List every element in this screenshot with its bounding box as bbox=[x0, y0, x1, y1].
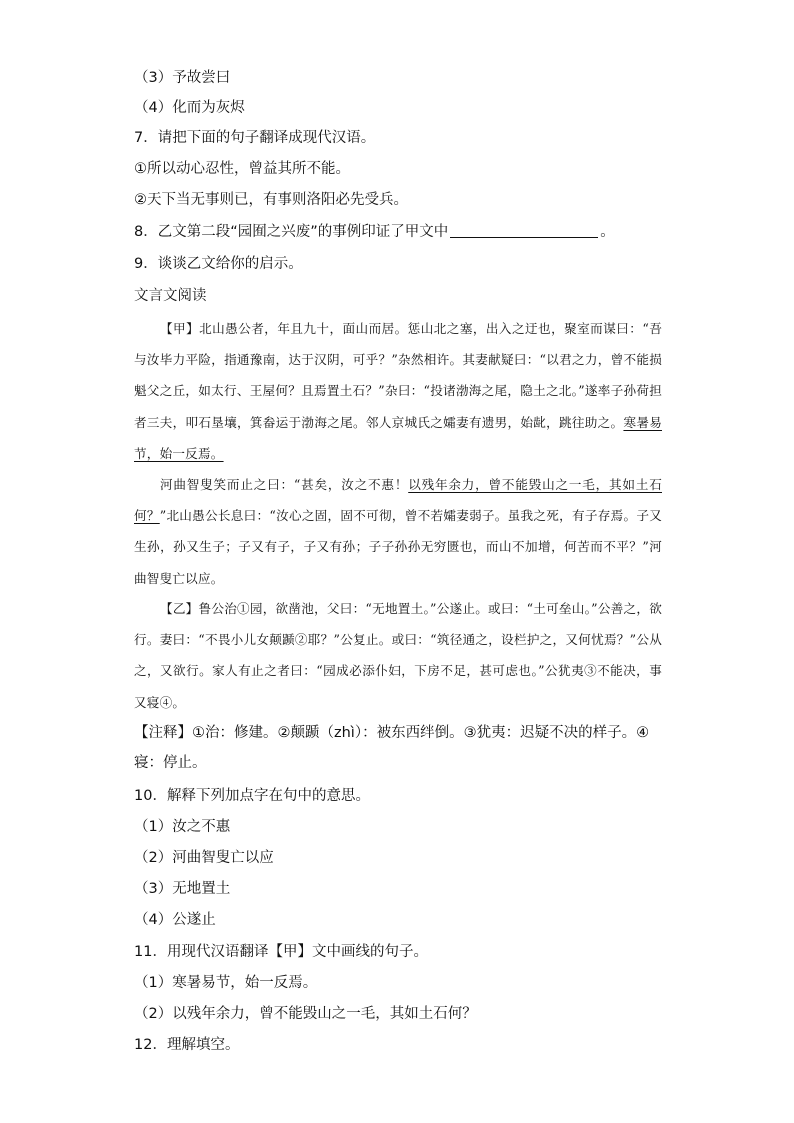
question-11-item-1: （1）寒暑易节，始一反焉。 bbox=[134, 975, 318, 991]
section-title: 文言文阅读 bbox=[134, 288, 207, 304]
question-7: 7．请把下面的句子翻译成现代汉语。 bbox=[134, 130, 376, 146]
question-10-item-3: （3）无地置土 bbox=[134, 881, 231, 897]
question-10-item-4: （4）公遂止 bbox=[134, 912, 216, 928]
passage-jia-text: 【甲】北山愚公者，年且九十，面山而居。惩山北之塞，出入之迂也，聚室而谋曰：“吾与汝毕力平险，指通豫南，达于汉阴，可乎？”杂然相许。其妻献疑曰：“以君之力，曾不能损魁父之丘，如太行、王屋何？且焉置土石？”杂曰：“投诸渤海之尾，隐土之北。”遂率子孙荷担者三夫，叩石垦壤，箕畚运于渤海之尾。邻人京城氏之孀妻有遗男，始龀，跳往助之。 bbox=[134, 321, 662, 430]
answer-blank[interactable] bbox=[450, 223, 598, 238]
passage-jia-paragraph-1 bbox=[134, 313, 662, 469]
question-8 bbox=[134, 222, 615, 242]
question-8-text: 8．乙文第二段“园囿之兴废”的事例印证了甲文中 bbox=[134, 224, 449, 240]
question-7-sentence-2: ②天下当无事则已，有事则洛阳必先受兵。 bbox=[134, 192, 408, 208]
underlined-sentence-1: 寒暑易节，始一反焉。 bbox=[134, 414, 662, 461]
underlined-sentence-2: 以残年余力，曾不能毁山之一毛，其如土石何？ bbox=[134, 477, 662, 524]
annotation-note: 【注释】①治：修建。②颠踬（zhì）：被东西绊倒。③犹夷：迟疑不决的样子。④寝：停止。 bbox=[134, 725, 650, 771]
question-6-item-3: （3）予故尝曰 bbox=[134, 70, 231, 86]
question-10: 10．解释下列加点字在句中的意思。 bbox=[134, 788, 370, 804]
passage-jia-text: ”北山愚公长息曰：“汝心之固，固不可彻，曾不若孀妻弱子。虽我之死，有子存焉。子又生孙，孙又生子；子又有子，子又有孙；子子孙孙无穷匮也，而山不加增，何苦而不平？”河曲智叟亡以应。 bbox=[134, 508, 662, 586]
question-10-item-2: （2）河曲智叟亡以应 bbox=[134, 850, 274, 866]
question-11-item-2: （2）以残年余力，曾不能毁山之一毛，其如土石何？ bbox=[134, 1006, 477, 1022]
passage-jia-text: 河曲智叟笑而止之曰：“甚矣，汝之不惠！ bbox=[160, 477, 409, 492]
question-8-end: 。 bbox=[600, 224, 615, 240]
question-6-item-4: （4）化而为灰烬 bbox=[134, 100, 245, 116]
question-9: 9．谈谈乙文给你的启示。 bbox=[134, 256, 303, 272]
question-11: 11．用现代汉语翻译【甲】文中画线的句子。 bbox=[134, 944, 428, 960]
question-7-sentence-1: ①所以动心忍性，曾益其所不能。 bbox=[134, 161, 350, 177]
passage-yi: 【乙】鲁公治①园，欲凿池，父曰：“无地置土。”公遂止。或曰：“土可垒山。”公善之，欲行。妻曰：“不畏小儿女颠踬②耶？”公复止。或曰：“筑径通之，设栏护之，又何忧焉？”公从之，又欲行。家人有止之者曰：“园成必添仆妇，下房不足，甚可虑也。”公犹夷③不能决，事又寝④。 bbox=[134, 601, 662, 710]
passage-jia-paragraph-2 bbox=[134, 469, 662, 594]
question-10-item-1: （1）汝之不惠 bbox=[134, 819, 231, 835]
question-12: 12．理解填空。 bbox=[134, 1037, 240, 1053]
